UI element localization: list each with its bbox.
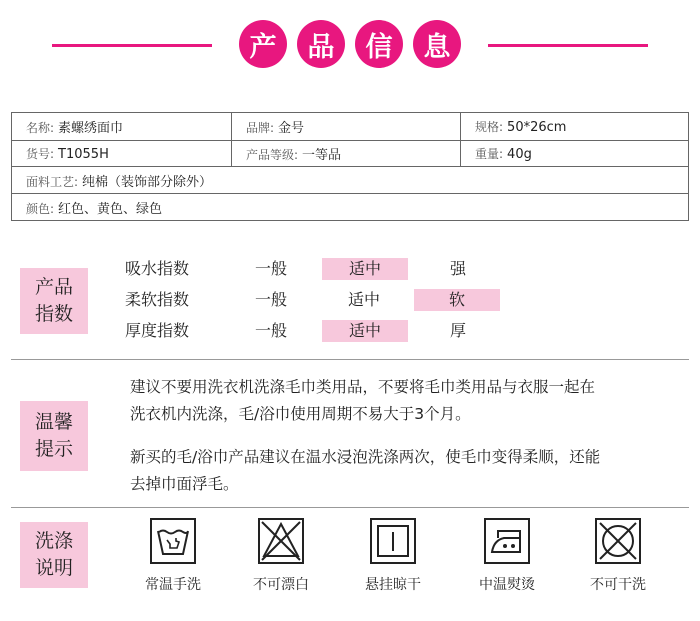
tip-paragraph-2: 新买的毛/浴巾产品建议在温水浸泡洗涤两次，使毛巾变得柔顺，还能 去掉巾面浮毛。: [130, 448, 601, 493]
level-low: 一般: [255, 259, 288, 278]
level-low: 一般: [255, 290, 288, 309]
craft-cell: 面料工艺: 纯棉（装饰部分除外）: [12, 167, 689, 194]
level-low: 一般: [255, 321, 288, 340]
wash-label: 悬挂晾干: [365, 577, 421, 593]
divider: [11, 507, 689, 508]
no-dry-clean-icon: [595, 518, 641, 564]
level-mid: 适中: [348, 290, 381, 309]
index-name: 厚度指数: [125, 321, 190, 340]
title-char: 息: [413, 20, 461, 68]
spec-value: 50*26cm: [507, 120, 567, 135]
product-info-table: [11, 112, 689, 221]
grade-cell: 产品等级: 一等品: [232, 141, 461, 167]
brand-value: 金号: [278, 121, 305, 136]
wash-item-hang-dry: [351, 518, 435, 594]
no-bleach-icon: [258, 518, 304, 564]
spec-cell: 规格: 50*26cm: [461, 113, 689, 141]
wash-tag: 洗涤 说明: [20, 522, 88, 588]
level-high: 软: [414, 289, 500, 311]
tip-paragraph-1: 建议不要用洗衣机洗涤毛巾类用品，不要将毛巾类用品与衣服一起在 洗衣机内洗涤，毛/浴巾使用周期不易大于3个月。: [130, 378, 596, 423]
sku-cell: 货号: T1055H: [12, 141, 232, 167]
table-row: [12, 113, 689, 141]
sku-value: T1055H: [58, 147, 109, 162]
wash-item-no-dry-clean: [576, 518, 660, 594]
wash-item-medium-iron: [465, 518, 549, 594]
wash-label: 不可干洗: [590, 577, 646, 593]
wash-item-no-bleach: [239, 518, 323, 594]
level-mid: 适中: [322, 258, 408, 280]
wash-label: 不可漂白: [253, 577, 309, 593]
weight-value: 40g: [507, 147, 532, 162]
name-cell: 名称: 素螺绣面巾: [12, 113, 232, 141]
index-tag: 产品 指数: [20, 268, 88, 334]
hang-dry-icon: [370, 518, 416, 564]
title-char: 品: [297, 20, 345, 68]
name-value: 素螺绣面巾: [58, 121, 124, 136]
section-title: [239, 14, 461, 74]
header-left-line: [52, 44, 212, 47]
title-char: 信: [355, 20, 403, 68]
level-mid: 适中: [322, 320, 408, 342]
hand-wash-icon: [150, 518, 196, 564]
tips-tag: 温馨 提示: [20, 401, 88, 471]
brand-cell: 品牌: 金号: [232, 113, 461, 141]
index-name: 吸水指数: [125, 259, 190, 278]
table-row: [12, 194, 689, 221]
color-value: 红色、黄色、绿色: [58, 201, 163, 217]
level-high: 强: [450, 259, 467, 278]
title-char: 产: [239, 20, 287, 68]
wash-label: 常温手洗: [145, 577, 201, 593]
wash-item-hand-wash: [131, 518, 215, 594]
medium-iron-icon: [484, 518, 530, 564]
grade-value: 一等品: [302, 148, 342, 163]
divider: [11, 359, 689, 360]
color-cell: 颜色: 红色、黄色、绿色: [12, 194, 689, 221]
level-high: 厚: [450, 321, 467, 340]
index-name: 柔软指数: [125, 290, 190, 309]
weight-cell: 重量: 40g: [461, 141, 689, 167]
craft-value: 纯棉（装饰部分除外）: [82, 174, 213, 190]
wash-label: 中温熨烫: [479, 577, 535, 593]
header-right-line: [488, 44, 648, 47]
table-row: [12, 167, 689, 194]
table-row: [12, 141, 689, 167]
